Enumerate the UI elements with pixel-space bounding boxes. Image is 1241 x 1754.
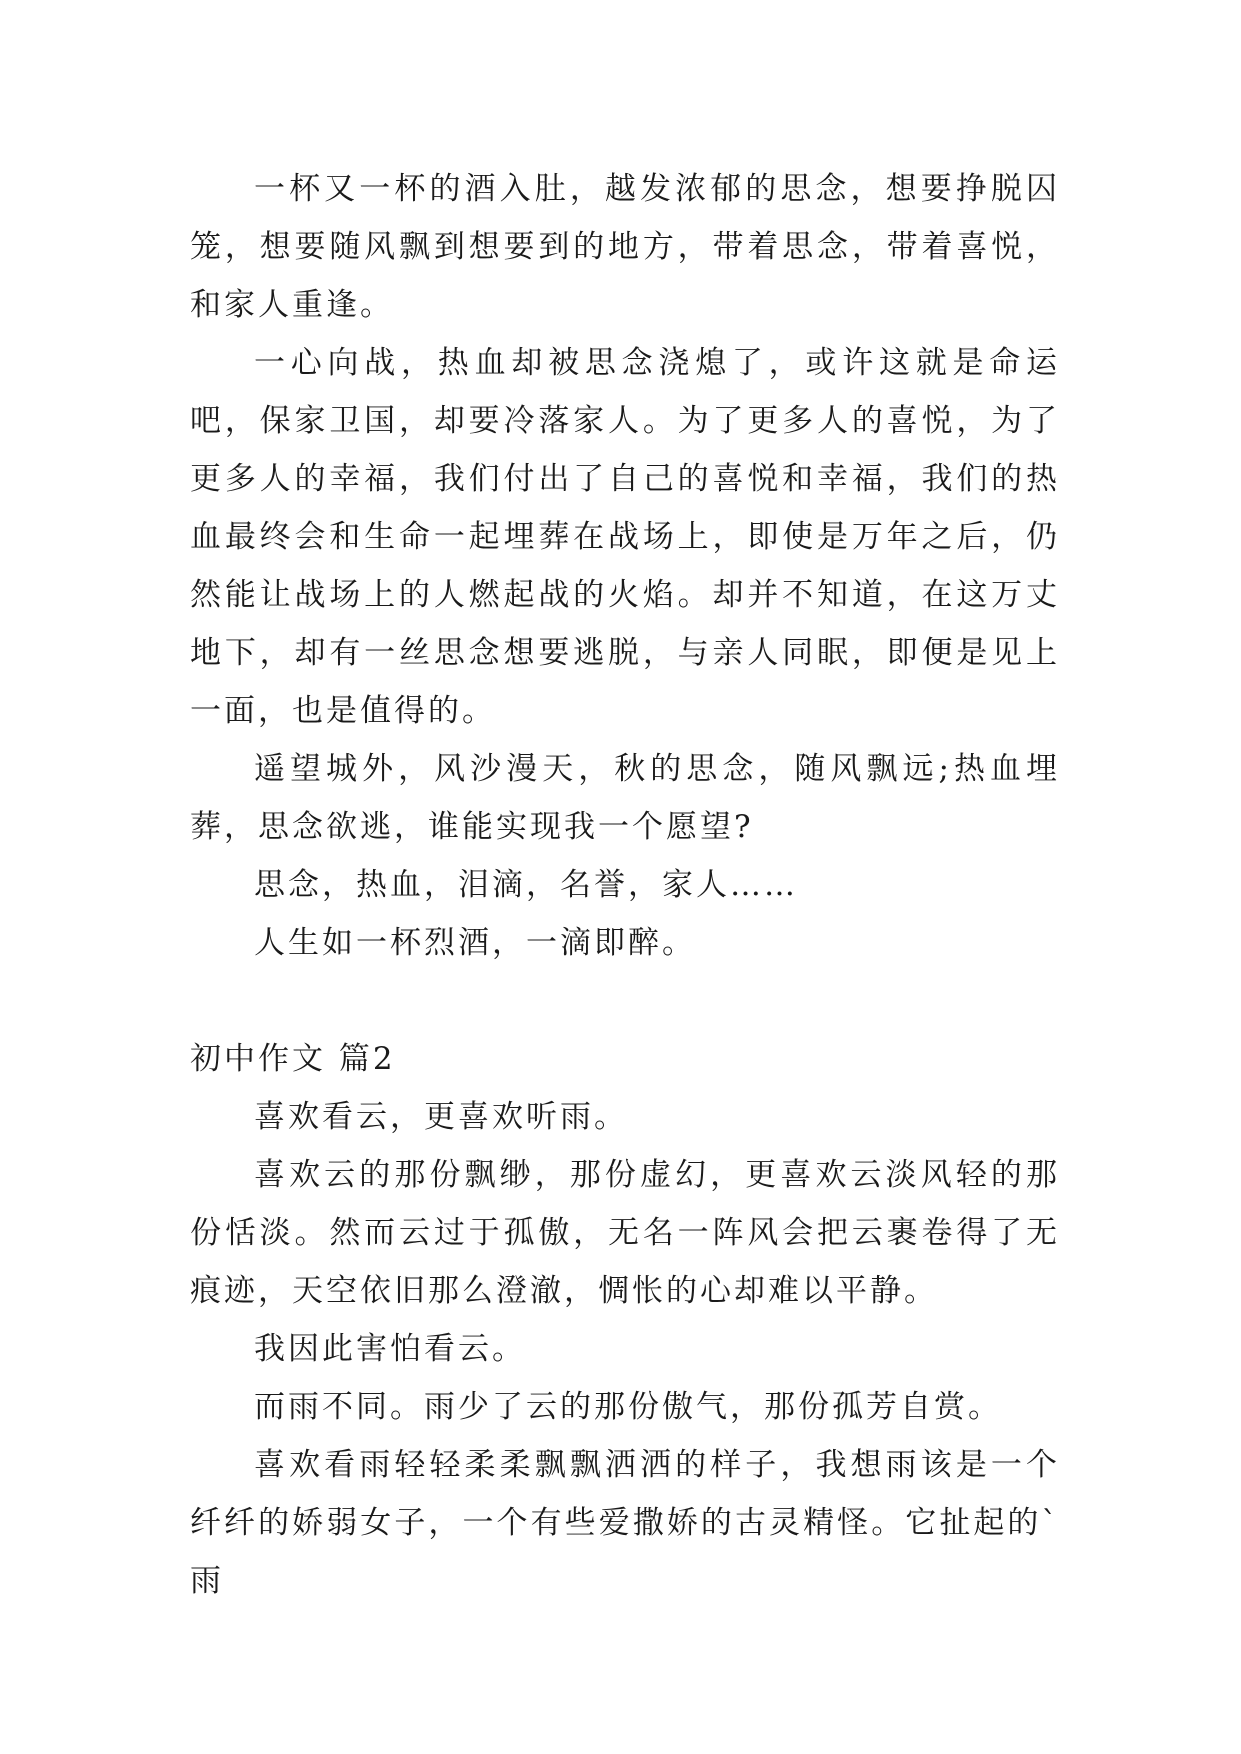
section-heading: 初中作文 篇2 — [190, 1041, 396, 1077]
paragraph: 人生如一杯烈酒，一滴即醉。 — [254, 925, 696, 961]
paragraph: 喜欢云的那份飘缈，那份虚幻，更喜欢云淡风轻的那份恬淡。然而云过于孤傲，无名一阵风会把云裹卷得了无痕迹，天空依旧那么澄澈，惆怅的心却难以平静。 — [190, 1157, 1060, 1309]
paragraph: 一杯又一杯的酒入肚，越发浓郁的思念，想要挣脱囚笼，想要随风飘到想要到的地方，带着思念，带着喜悦，和家人重逢。 — [190, 171, 1060, 323]
paragraph: 喜欢看雨轻轻柔柔飘飘洒洒的样子，我想雨该是一个纤纤的娇弱女子，一个有些爱撒娇的古灵精怪。它扯起的`雨 — [190, 1447, 1060, 1599]
paragraph: 思念，热血，泪滴，名誉，家人…… — [254, 867, 798, 903]
paragraph: 一心向战，热血却被思念浇熄了，或许这就是命运吧，保家卫国，却要冷落家人。为了更多人的喜悦，为了更多人的幸福，我们付出了自己的喜悦和幸福，我们的热血最终会和生命一起埋葬在战场上，即使是万年之后，仍然能让战场上的人燃起战的火焰。却并不知道，在这万丈地下，却有一丝思念想要逃脱，与亲人同眠，即便是见上一面，也是值得的。 — [190, 345, 1060, 729]
paragraph: 而雨不同。雨少了云的那份傲气，那份孤芳自赏。 — [254, 1389, 1002, 1425]
paragraph: 我因此害怕看云。 — [254, 1331, 526, 1367]
document-body — [190, 160, 1060, 1610]
paragraph: 喜欢看云，更喜欢听雨。 — [254, 1099, 628, 1135]
paragraph: 遥望城外，风沙漫天，秋的思念，随风飘远;热血埋葬，思念欲逃，谁能实现我一个愿望? — [190, 751, 1060, 845]
